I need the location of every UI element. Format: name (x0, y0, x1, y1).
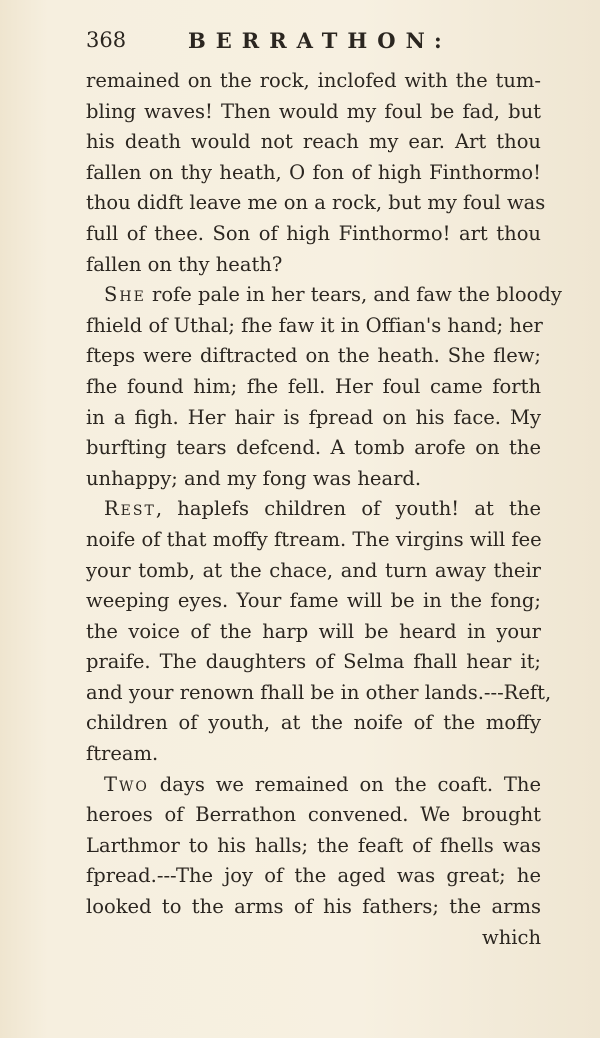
text-line: and your renown fhall be in other lands.---Reft, (86, 680, 552, 704)
paragraph-lead-word: She (104, 283, 146, 307)
text-line: fteps were diftracted on the heath. She flew; (86, 344, 541, 368)
text-line: his death would not reach my ear. Art thou (86, 130, 541, 154)
text-line: remained on the rock, inclofed with the tum- (86, 69, 541, 92)
paragraph-end-line: ftream. (86, 742, 159, 766)
text-line: fhield of Uthal; fhe faw it in Offian's hand; her (86, 313, 543, 337)
paragraph-end-line: fallen on thy heath? (86, 252, 283, 276)
text-line: fpread.---The joy of the aged was great; he (86, 864, 541, 888)
text-line: bling waves! Then would my foul be fad, but (86, 99, 541, 123)
paragraph-end-line: unhappy; and my fong was heard. (86, 466, 422, 490)
text-line: burfting tears defcend. A tomb arofe on the (86, 436, 541, 460)
text-line: fallen on thy heath, O fon of high Finthormo! (86, 160, 541, 184)
paragraph-start-line: Rest, haplefs children of youth! at the (104, 497, 541, 521)
paragraph-start-line: Two days we remained on the coaft. The (104, 772, 541, 796)
paragraph-lead-word: Two (104, 772, 149, 796)
body-text (86, 66, 562, 953)
text-line: thou didft leave me on a rock, but my foul was (86, 191, 546, 215)
text-line: the voice of the harp will be heard in your (86, 619, 541, 643)
text-line: full of thee. Son of high Finthormo! art thou (86, 221, 541, 245)
page-header (86, 28, 546, 62)
text-line: looked to the arms of his fathers; the arms (86, 895, 541, 919)
text-line: noife of that moffy ftream. The virgins will fee (86, 527, 542, 551)
text-line: fhe found him; fhe fell. Her foul came forth (86, 374, 541, 398)
text-line: heroes of Berrathon convened. We brought (86, 803, 541, 827)
text-line: your tomb, at the chace, and turn away their (86, 558, 541, 582)
paragraph-lead-word: Rest (104, 497, 156, 521)
text-line: children of youth, at the noife of the moffy (86, 711, 541, 735)
text-line: praife. The daughters of Selma fhall hear it; (86, 650, 541, 674)
text-line: weeping eyes. Your fame will be in the fong; (86, 589, 541, 613)
catchword: which (482, 925, 541, 949)
text-line: in a figh. Her hair is fpread on his face. My (86, 405, 541, 429)
page-number: 368 (86, 28, 127, 52)
text-line: Larthmor to his halls; the feaft of fhells was (86, 833, 541, 857)
paragraph-start-line: She rofe pale in her tears, and faw the bloody (104, 283, 562, 307)
running-title: BERRATHON: (188, 28, 452, 53)
